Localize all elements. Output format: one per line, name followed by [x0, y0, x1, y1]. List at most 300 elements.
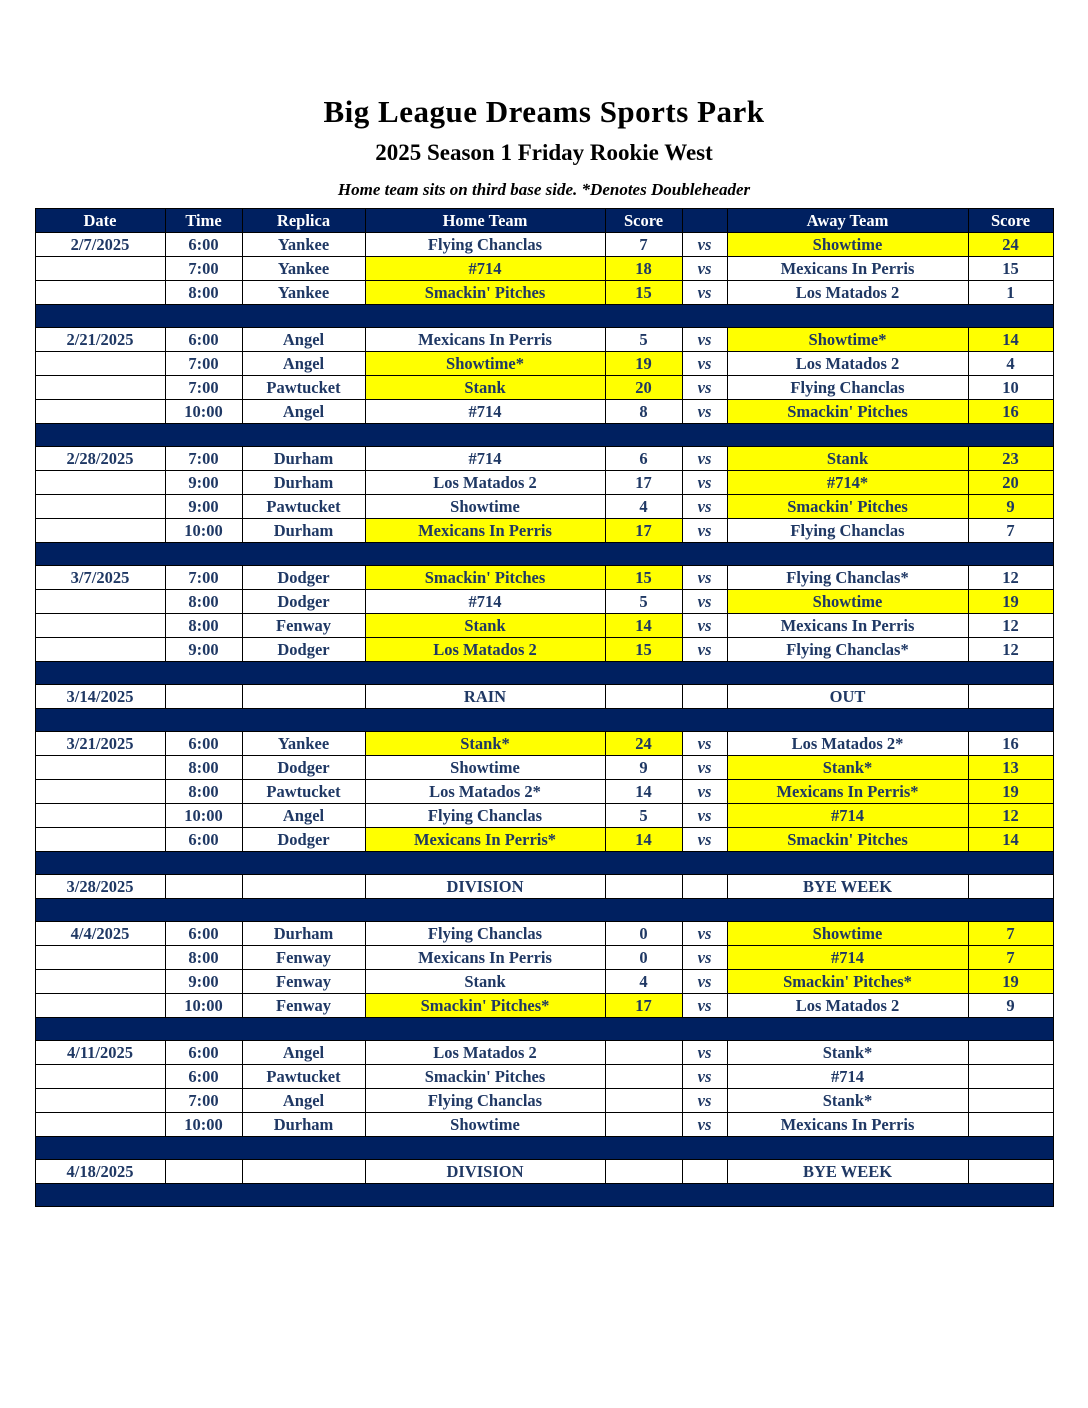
separator-cell: [35, 305, 1053, 328]
home-team-cell: RAIN: [365, 685, 605, 709]
home-team-cell: Smackin' Pitches*: [365, 994, 605, 1018]
away-team-cell: Los Matados 2: [727, 994, 968, 1018]
time-cell: 6:00: [165, 828, 242, 852]
time-cell: 9:00: [165, 638, 242, 662]
home-team-cell: #714: [365, 257, 605, 281]
date-cell: [35, 804, 165, 828]
vs-cell: vs: [682, 328, 727, 352]
away-score-cell: [968, 685, 1053, 709]
away-score-cell: 23: [968, 447, 1053, 471]
home-score-cell: 15: [605, 566, 682, 590]
away-score-cell: 9: [968, 495, 1053, 519]
vs-cell: vs: [682, 400, 727, 424]
schedule-table: [35, 208, 1054, 1207]
note-row: [35, 1160, 1053, 1184]
away-team-cell: Los Matados 2*: [727, 732, 968, 756]
game-row: [35, 638, 1053, 662]
replica-cell: Dodger: [242, 566, 365, 590]
away-score-cell: 24: [968, 233, 1053, 257]
vs-cell: vs: [682, 804, 727, 828]
game-row: [35, 922, 1053, 946]
home-score-cell: 19: [605, 352, 682, 376]
vs-cell: vs: [682, 233, 727, 257]
home-score-cell: 17: [605, 519, 682, 543]
home-score-cell: 15: [605, 638, 682, 662]
vs-cell: vs: [682, 1089, 727, 1113]
date-cell: [35, 376, 165, 400]
time-cell: 6:00: [165, 922, 242, 946]
page-subtitle: 2025 Season 1 Friday Rookie West: [375, 140, 713, 165]
replica-cell: Pawtucket: [242, 780, 365, 804]
home-score-cell: 0: [605, 946, 682, 970]
home-team-cell: #714: [365, 447, 605, 471]
home-score-cell: 14: [605, 780, 682, 804]
date-cell: 3/28/2025: [35, 875, 165, 899]
date-cell: [35, 994, 165, 1018]
column-header: Away Team: [727, 209, 968, 233]
away-score-cell: 19: [968, 970, 1053, 994]
home-team-cell: Smackin' Pitches: [365, 566, 605, 590]
separator-row: [35, 1184, 1053, 1207]
away-score-cell: [968, 1041, 1053, 1065]
time-cell: 7:00: [165, 447, 242, 471]
away-score-cell: 7: [968, 922, 1053, 946]
vs-cell: vs: [682, 471, 727, 495]
replica-cell: [242, 1160, 365, 1184]
time-cell: [165, 1160, 242, 1184]
date-cell: [35, 946, 165, 970]
time-cell: [165, 875, 242, 899]
separator-cell: [35, 852, 1053, 875]
away-team-cell: Stank*: [727, 1041, 968, 1065]
away-team-cell: #714: [727, 1065, 968, 1089]
date-cell: [35, 828, 165, 852]
away-score-cell: 19: [968, 780, 1053, 804]
away-score-cell: 12: [968, 614, 1053, 638]
away-team-cell: Los Matados 2: [727, 281, 968, 305]
away-team-cell: Mexicans In Perris*: [727, 780, 968, 804]
schedule-body: [35, 233, 1053, 1207]
game-row: [35, 495, 1053, 519]
home-team-cell: Flying Chanclas: [365, 1089, 605, 1113]
time-cell: 7:00: [165, 566, 242, 590]
column-header: Replica: [242, 209, 365, 233]
separator-cell: [35, 899, 1053, 922]
home-team-cell: Mexicans In Perris: [365, 328, 605, 352]
game-row: [35, 590, 1053, 614]
vs-cell: vs: [682, 1113, 727, 1137]
away-team-cell: Flying Chanclas*: [727, 638, 968, 662]
game-row: [35, 566, 1053, 590]
column-header: Score: [605, 209, 682, 233]
home-team-cell: Los Matados 2*: [365, 780, 605, 804]
game-row: [35, 994, 1053, 1018]
date-cell: [35, 970, 165, 994]
game-row: [35, 756, 1053, 780]
home-team-cell: Stank: [365, 614, 605, 638]
vs-cell: vs: [682, 994, 727, 1018]
game-row: [35, 447, 1053, 471]
home-team-cell: Flying Chanclas: [365, 233, 605, 257]
time-cell: 7:00: [165, 1089, 242, 1113]
away-team-cell: Showtime: [727, 233, 968, 257]
home-score-cell: 20: [605, 376, 682, 400]
replica-cell: Fenway: [242, 614, 365, 638]
away-team-cell: Showtime*: [727, 328, 968, 352]
home-score-cell: 18: [605, 257, 682, 281]
date-cell: [35, 519, 165, 543]
away-score-cell: 12: [968, 638, 1053, 662]
home-score-cell: 14: [605, 828, 682, 852]
away-score-cell: 12: [968, 566, 1053, 590]
home-team-cell: Mexicans In Perris: [365, 519, 605, 543]
away-team-cell: OUT: [727, 685, 968, 709]
time-cell: 10:00: [165, 519, 242, 543]
away-score-cell: [968, 1089, 1053, 1113]
date-cell: [35, 638, 165, 662]
home-team-cell: Stank: [365, 970, 605, 994]
vs-cell: [682, 1160, 727, 1184]
date-cell: 4/4/2025: [35, 922, 165, 946]
date-cell: [35, 471, 165, 495]
game-row: [35, 946, 1053, 970]
replica-cell: Angel: [242, 400, 365, 424]
game-row: [35, 471, 1053, 495]
replica-cell: Pawtucket: [242, 495, 365, 519]
replica-cell: Angel: [242, 804, 365, 828]
column-header: [682, 209, 727, 233]
home-team-cell: Showtime: [365, 1113, 605, 1137]
date-cell: [35, 614, 165, 638]
time-cell: 10:00: [165, 400, 242, 424]
date-cell: 2/7/2025: [35, 233, 165, 257]
home-score-cell: 14: [605, 614, 682, 638]
date-cell: [35, 1065, 165, 1089]
home-score-cell: [605, 1089, 682, 1113]
separator-row: [35, 899, 1053, 922]
time-cell: 8:00: [165, 756, 242, 780]
game-row: [35, 281, 1053, 305]
replica-cell: Angel: [242, 328, 365, 352]
separator-row: [35, 709, 1053, 732]
page-title: Big League Dreams Sports Park: [323, 94, 765, 129]
time-cell: 10:00: [165, 804, 242, 828]
away-score-cell: 13: [968, 756, 1053, 780]
separator-cell: [35, 1137, 1053, 1160]
away-score-cell: 7: [968, 946, 1053, 970]
date-cell: [35, 1089, 165, 1113]
date-cell: 3/14/2025: [35, 685, 165, 709]
away-score-cell: 14: [968, 328, 1053, 352]
separator-row: [35, 852, 1053, 875]
home-score-cell: 5: [605, 590, 682, 614]
game-row: [35, 614, 1053, 638]
away-team-cell: Los Matados 2: [727, 352, 968, 376]
away-team-cell: Stank*: [727, 1089, 968, 1113]
separator-row: [35, 662, 1053, 685]
date-cell: [35, 590, 165, 614]
time-cell: [165, 685, 242, 709]
time-cell: 7:00: [165, 376, 242, 400]
away-score-cell: 4: [968, 352, 1053, 376]
away-team-cell: Flying Chanclas: [727, 376, 968, 400]
home-team-cell: Showtime: [365, 495, 605, 519]
away-score-cell: 19: [968, 590, 1053, 614]
date-cell: 2/21/2025: [35, 328, 165, 352]
away-score-cell: [968, 875, 1053, 899]
vs-cell: vs: [682, 376, 727, 400]
replica-cell: Angel: [242, 352, 365, 376]
home-score-cell: 17: [605, 471, 682, 495]
replica-cell: Yankee: [242, 257, 365, 281]
time-cell: 7:00: [165, 352, 242, 376]
away-team-cell: #714: [727, 804, 968, 828]
vs-cell: vs: [682, 257, 727, 281]
game-row: [35, 376, 1053, 400]
home-team-cell: Showtime: [365, 756, 605, 780]
away-team-cell: #714: [727, 946, 968, 970]
separator-cell: [35, 709, 1053, 732]
replica-cell: Yankee: [242, 233, 365, 257]
home-score-cell: 0: [605, 922, 682, 946]
column-header: Score: [968, 209, 1053, 233]
away-score-cell: [968, 1065, 1053, 1089]
home-team-cell: Los Matados 2: [365, 471, 605, 495]
separator-cell: [35, 1184, 1053, 1207]
date-cell: [35, 495, 165, 519]
home-score-cell: 5: [605, 328, 682, 352]
replica-cell: [242, 875, 365, 899]
home-score-cell: 5: [605, 804, 682, 828]
vs-cell: vs: [682, 970, 727, 994]
date-cell: [35, 780, 165, 804]
vs-cell: [682, 875, 727, 899]
time-cell: 6:00: [165, 1065, 242, 1089]
replica-cell: Pawtucket: [242, 1065, 365, 1089]
home-team-cell: Stank*: [365, 732, 605, 756]
replica-cell: Durham: [242, 1113, 365, 1137]
home-score-cell: [605, 875, 682, 899]
game-row: [35, 804, 1053, 828]
away-score-cell: [968, 1160, 1053, 1184]
home-team-cell: Los Matados 2: [365, 1041, 605, 1065]
home-team-cell: #714: [365, 590, 605, 614]
away-team-cell: Mexicans In Perris: [727, 614, 968, 638]
vs-cell: vs: [682, 281, 727, 305]
replica-cell: Fenway: [242, 970, 365, 994]
game-row: [35, 1065, 1053, 1089]
home-score-cell: 6: [605, 447, 682, 471]
time-cell: 8:00: [165, 780, 242, 804]
home-score-cell: [605, 685, 682, 709]
time-cell: 8:00: [165, 946, 242, 970]
time-cell: 7:00: [165, 257, 242, 281]
replica-cell: Fenway: [242, 946, 365, 970]
away-score-cell: 16: [968, 732, 1053, 756]
away-team-cell: Showtime: [727, 590, 968, 614]
vs-cell: [682, 685, 727, 709]
separator-cell: [35, 424, 1053, 447]
away-team-cell: Mexicans In Perris: [727, 1113, 968, 1137]
replica-cell: Durham: [242, 471, 365, 495]
separator-row: [35, 543, 1053, 566]
replica-cell: Dodger: [242, 756, 365, 780]
home-score-cell: [605, 1113, 682, 1137]
replica-cell: Durham: [242, 922, 365, 946]
separator-cell: [35, 662, 1053, 685]
time-cell: 10:00: [165, 1113, 242, 1137]
column-header: Date: [35, 209, 165, 233]
vs-cell: vs: [682, 756, 727, 780]
header-row: [35, 209, 1053, 233]
home-score-cell: [605, 1041, 682, 1065]
home-team-cell: DIVISION: [365, 875, 605, 899]
away-team-cell: Smackin' Pitches: [727, 495, 968, 519]
replica-cell: Yankee: [242, 732, 365, 756]
vs-cell: vs: [682, 352, 727, 376]
time-cell: 8:00: [165, 614, 242, 638]
date-cell: [35, 756, 165, 780]
away-team-cell: Flying Chanclas*: [727, 566, 968, 590]
replica-cell: Dodger: [242, 590, 365, 614]
replica-cell: Dodger: [242, 828, 365, 852]
vs-cell: vs: [682, 828, 727, 852]
home-score-cell: [605, 1160, 682, 1184]
away-team-cell: Smackin' Pitches: [727, 400, 968, 424]
away-team-cell: BYE WEEK: [727, 1160, 968, 1184]
game-row: [35, 519, 1053, 543]
date-cell: [35, 352, 165, 376]
away-score-cell: 10: [968, 376, 1053, 400]
date-cell: 3/21/2025: [35, 732, 165, 756]
away-team-cell: Flying Chanclas: [727, 519, 968, 543]
replica-cell: Durham: [242, 519, 365, 543]
replica-cell: Fenway: [242, 994, 365, 1018]
game-row: [35, 233, 1053, 257]
vs-cell: vs: [682, 519, 727, 543]
date-cell: [35, 257, 165, 281]
game-row: [35, 780, 1053, 804]
note-row: [35, 685, 1053, 709]
date-cell: 4/11/2025: [35, 1041, 165, 1065]
vs-cell: vs: [682, 495, 727, 519]
away-score-cell: 1: [968, 281, 1053, 305]
away-score-cell: 7: [968, 519, 1053, 543]
separator-cell: [35, 543, 1053, 566]
time-cell: 6:00: [165, 732, 242, 756]
vs-cell: vs: [682, 1041, 727, 1065]
replica-cell: Angel: [242, 1089, 365, 1113]
game-row: [35, 1089, 1053, 1113]
home-score-cell: 24: [605, 732, 682, 756]
date-cell: [35, 400, 165, 424]
game-row: [35, 328, 1053, 352]
vs-cell: vs: [682, 590, 727, 614]
vs-cell: vs: [682, 732, 727, 756]
game-row: [35, 1113, 1053, 1137]
separator-cell: [35, 1018, 1053, 1041]
separator-row: [35, 305, 1053, 328]
vs-cell: vs: [682, 922, 727, 946]
time-cell: 6:00: [165, 328, 242, 352]
away-team-cell: BYE WEEK: [727, 875, 968, 899]
time-cell: 10:00: [165, 994, 242, 1018]
away-team-cell: Stank*: [727, 756, 968, 780]
game-row: [35, 970, 1053, 994]
home-score-cell: 8: [605, 400, 682, 424]
date-cell: 2/28/2025: [35, 447, 165, 471]
separator-row: [35, 424, 1053, 447]
separator-row: [35, 1137, 1053, 1160]
away-score-cell: [968, 1113, 1053, 1137]
away-team-cell: Smackin' Pitches: [727, 828, 968, 852]
home-score-cell: 9: [605, 756, 682, 780]
away-score-cell: 15: [968, 257, 1053, 281]
game-row: [35, 352, 1053, 376]
home-team-cell: Mexicans In Perris*: [365, 828, 605, 852]
home-team-cell: Los Matados 2: [365, 638, 605, 662]
home-team-cell: Stank: [365, 376, 605, 400]
time-cell: 6:00: [165, 1041, 242, 1065]
game-row: [35, 828, 1053, 852]
replica-cell: Dodger: [242, 638, 365, 662]
separator-row: [35, 1018, 1053, 1041]
vs-cell: vs: [682, 638, 727, 662]
date-cell: [35, 1113, 165, 1137]
game-row: [35, 1041, 1053, 1065]
vs-cell: vs: [682, 566, 727, 590]
away-team-cell: Mexicans In Perris: [727, 257, 968, 281]
away-score-cell: 20: [968, 471, 1053, 495]
replica-cell: [242, 685, 365, 709]
note-row: [35, 875, 1053, 899]
home-score-cell: 17: [605, 994, 682, 1018]
home-team-cell: Smackin' Pitches: [365, 281, 605, 305]
away-team-cell: Smackin' Pitches*: [727, 970, 968, 994]
away-score-cell: 9: [968, 994, 1053, 1018]
column-header: Time: [165, 209, 242, 233]
replica-cell: Yankee: [242, 281, 365, 305]
replica-cell: Angel: [242, 1041, 365, 1065]
home-score-cell: 4: [605, 495, 682, 519]
home-team-cell: DIVISION: [365, 1160, 605, 1184]
time-cell: 9:00: [165, 471, 242, 495]
away-score-cell: 16: [968, 400, 1053, 424]
game-row: [35, 732, 1053, 756]
home-team-cell: Mexicans In Perris: [365, 946, 605, 970]
away-team-cell: Stank: [727, 447, 968, 471]
time-cell: 9:00: [165, 970, 242, 994]
time-cell: 8:00: [165, 281, 242, 305]
time-cell: 8:00: [165, 590, 242, 614]
away-team-cell: Showtime: [727, 922, 968, 946]
vs-cell: vs: [682, 946, 727, 970]
home-team-cell: Flying Chanclas: [365, 804, 605, 828]
vs-cell: vs: [682, 447, 727, 471]
home-score-cell: 15: [605, 281, 682, 305]
page-note: Home team sits on third base side. *Denotes Doubleheader: [337, 180, 751, 199]
vs-cell: vs: [682, 1065, 727, 1089]
replica-cell: Pawtucket: [242, 376, 365, 400]
home-score-cell: 4: [605, 970, 682, 994]
home-team-cell: Showtime*: [365, 352, 605, 376]
vs-cell: vs: [682, 780, 727, 804]
away-team-cell: #714*: [727, 471, 968, 495]
time-cell: 9:00: [165, 495, 242, 519]
away-score-cell: 12: [968, 804, 1053, 828]
column-header: Home Team: [365, 209, 605, 233]
replica-cell: Durham: [242, 447, 365, 471]
